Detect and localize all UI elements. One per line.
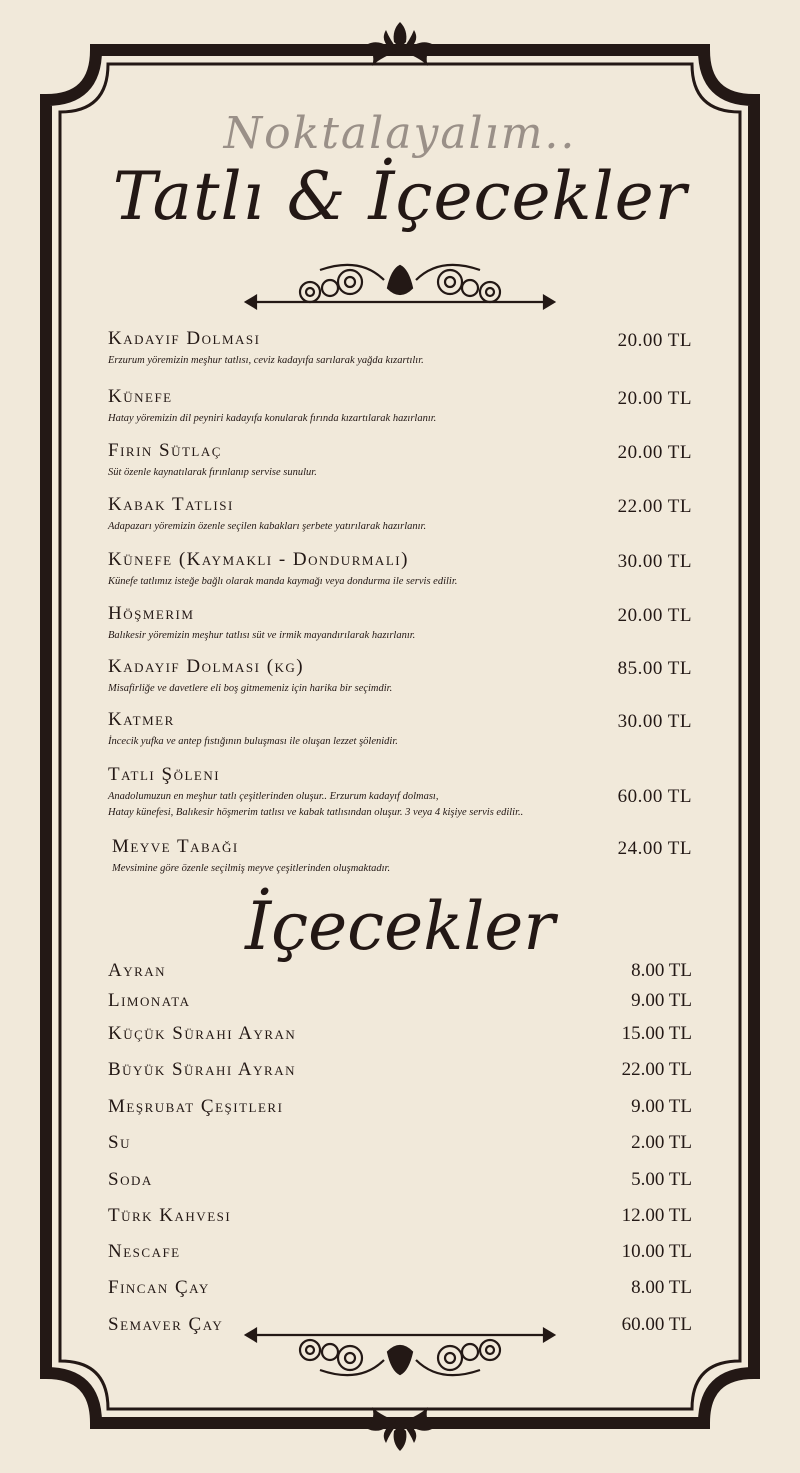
drink-item xyxy=(108,1314,692,1336)
drink-price: 9.00 TL xyxy=(631,990,692,1011)
item-name: Fırın Sütlaç xyxy=(108,440,222,461)
drink-name: Büyük Sürahi Ayran xyxy=(108,1059,296,1080)
top-tulip-ornament xyxy=(368,22,432,66)
bottom-tulip-ornament xyxy=(368,1407,432,1451)
menu-item xyxy=(108,440,692,480)
drink-item xyxy=(108,960,692,982)
item-description: Adapazarı yöremizin özenle seçilen kabakları şerbete yatırılarak hazırlanır. xyxy=(108,521,427,532)
item-price: 20.00 TL xyxy=(617,330,692,351)
drink-name: Nescafe xyxy=(108,1241,181,1262)
item-price: 30.00 TL xyxy=(617,711,692,732)
menu-item xyxy=(108,328,692,368)
drink-price: 8.00 TL xyxy=(631,960,692,981)
item-description: Misafirliğe ve davetlere eli boş gitmemeniz için harika bir seçimdir. xyxy=(108,683,393,694)
item-description: Anadolumuzun en meşhur tatlı çeşitlerinden oluşur.. Erzurum kadayıf dolması, xyxy=(108,791,439,802)
item-price: 24.00 TL xyxy=(617,838,692,859)
menu-title: Tatlı & İçecekler xyxy=(112,158,688,235)
drink-name: Su xyxy=(108,1132,131,1153)
drink-name: Meşrubat Çeşitleri xyxy=(108,1096,284,1117)
menu-item xyxy=(108,764,692,820)
drink-price: 15.00 TL xyxy=(621,1023,692,1044)
item-description: Hatay yöremizin dil peyniri kadayıfa konularak fırında kızartılarak hazırlanır. xyxy=(108,413,437,424)
drink-item xyxy=(108,1059,692,1081)
drink-name: Küçük Sürahi Ayran xyxy=(108,1023,297,1044)
item-price: 20.00 TL xyxy=(617,442,692,463)
drink-price: 9.00 TL xyxy=(631,1096,692,1117)
item-price: 60.00 TL xyxy=(617,786,692,807)
drink-item xyxy=(108,1241,692,1263)
item-description-line-2: Hatay künefesi, Balıkesir höşmerim tatlısı ve kabak tatlısından oluşur. 3 veya 4 kişiye servis edilir.. xyxy=(108,807,524,818)
drink-name: Soda xyxy=(108,1169,153,1190)
drink-name: Limonata xyxy=(108,990,191,1011)
drink-name: Semaver Çay xyxy=(108,1314,224,1335)
item-name: Kadayıf Dolması (kg) xyxy=(108,656,305,677)
drink-item xyxy=(108,1096,692,1118)
item-name: Tatlı Şöleni xyxy=(108,764,221,785)
item-price: 30.00 TL xyxy=(617,551,692,572)
drink-price: 22.00 TL xyxy=(621,1059,692,1080)
item-price: 85.00 TL xyxy=(617,658,692,679)
item-price: 20.00 TL xyxy=(617,605,692,626)
drink-item xyxy=(108,1169,692,1191)
top-flourish-divider xyxy=(246,265,554,308)
item-name: Kadayıf Dolması xyxy=(108,328,261,349)
drink-name: Fincan Çay xyxy=(108,1277,210,1298)
menu-item xyxy=(108,603,692,643)
item-name: Künefe xyxy=(108,386,173,407)
drink-item xyxy=(108,1023,692,1045)
drink-name: Türk Kahvesi xyxy=(108,1205,232,1226)
item-name: Kabak Tatlısı xyxy=(108,494,234,515)
item-description: Balıkesir yöremizin meşhur tatlısı süt ve irmik mayandırılarak hazırlanır. xyxy=(108,630,416,641)
item-description: Erzurum yöremizin meşhur tatlısı, ceviz kadayıfa sarılarak yağda kızartılır. xyxy=(108,355,424,366)
item-description: Künefe tatlımız isteğe bağlı olarak manda kaymağı veya dondurma ile servis edilir. xyxy=(108,576,458,587)
item-name: Höşmerim xyxy=(108,603,195,624)
menu-item xyxy=(112,836,692,876)
item-description: İncecik yufka ve antep fıstığının buluşması ile oluşan lezzet şölenidir. xyxy=(108,736,398,747)
menu-item xyxy=(108,549,692,589)
drink-item xyxy=(108,990,692,1012)
item-name: Katmer xyxy=(108,709,175,730)
item-price: 22.00 TL xyxy=(617,496,692,517)
drink-item xyxy=(108,1277,692,1299)
drink-item xyxy=(108,1205,692,1227)
item-name: Meyve Tabağı xyxy=(112,836,239,857)
drink-price: 12.00 TL xyxy=(621,1205,692,1226)
item-description: Mevsimine göre özenle seçilmiş meyve çeşitlerinden oluşmaktadır. xyxy=(112,863,391,874)
item-price: 20.00 TL xyxy=(617,388,692,409)
drink-price: 8.00 TL xyxy=(631,1277,692,1298)
menu-item xyxy=(108,709,692,749)
drink-price: 60.00 TL xyxy=(621,1314,692,1335)
menu-item xyxy=(108,494,692,534)
item-name: Künefe (Kaymaklı - Dondurmalı) xyxy=(108,549,409,570)
drink-price: 10.00 TL xyxy=(621,1241,692,1262)
drinks-section-title: İçecekler xyxy=(245,888,555,965)
menu-item xyxy=(108,656,692,696)
menu-item xyxy=(108,386,692,426)
drink-price: 5.00 TL xyxy=(631,1169,692,1190)
drink-item xyxy=(108,1132,692,1154)
item-description: Süt özenle kaynatılarak fırınlanıp servise sunulur. xyxy=(108,467,317,478)
drink-price: 2.00 TL xyxy=(631,1132,692,1153)
menu-subtitle: Noktalayalım.. xyxy=(223,108,577,159)
drink-name: Ayran xyxy=(108,960,167,981)
